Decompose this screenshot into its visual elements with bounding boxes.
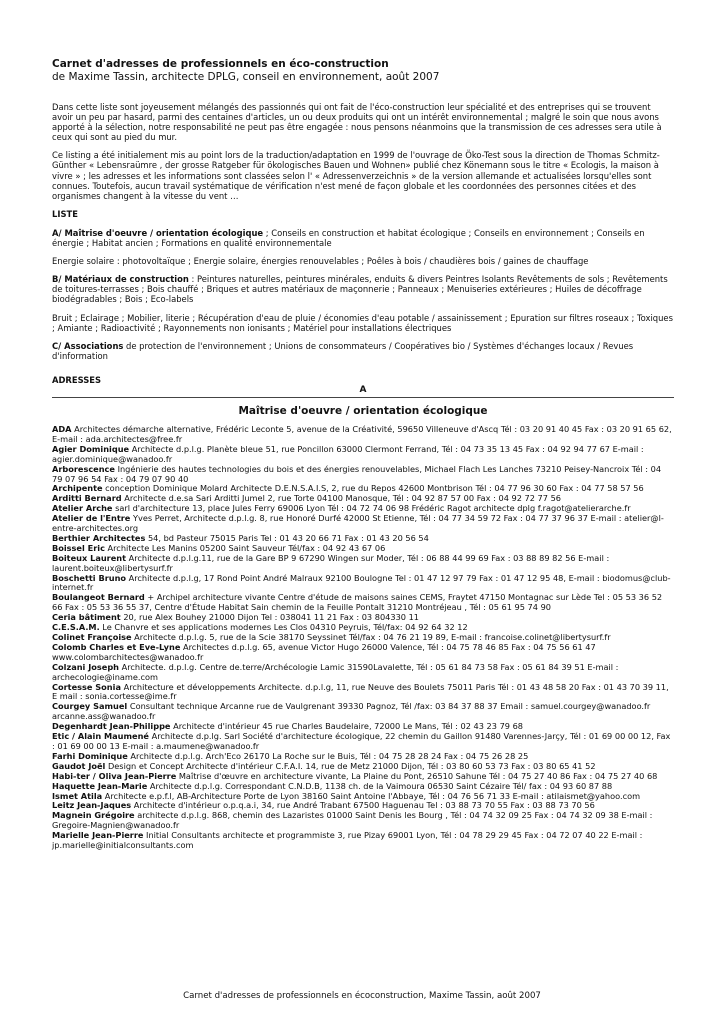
- entry-name: Cortesse Sonia: [52, 681, 121, 692]
- adresses-heading: ADRESSES: [52, 374, 102, 385]
- category-misc: Bruit ; Eclairage ; Mobilier, literie ; Récupération d'eau de pluie / économies d'eau potable / assainissement ; Epuration sur filtres roseaux ; Toxiques ; Amiante ; Radioactivité ; Rayonnements non ionisants ; Matériel pour installations électriques: [52, 312, 673, 333]
- entry-name: Haquette Jean-Marie: [52, 780, 148, 791]
- address-entry: [52, 643, 674, 663]
- entry-details: sarl d'architecture 13, place Jules Ferry 69006 Lyon Tél : 04 72 74 06 98 Frédéric Ragot architecte dplg f.ragot@atelierarche.fr: [112, 503, 631, 514]
- entry-details: Architecte d.p.l.g. Arch'Eco 26170 La Roche sur le Buis, Tél : 04 75 28 28 24 Fax : 04 75 26 28 25: [127, 750, 529, 761]
- entry-details: + Archipel architecture vivante Centre d'étude de maisons saines CEMS, Fraytet 47150 Montagnac sur Lède Tel : 05 53 36 52 66 Fax : 05 53 36 55 37, Centre d'Étude Habitat Sain chemin de la Feuille Pontalt 31210 Montréjeau , Tél : 05 61 95 74 90: [52, 592, 663, 613]
- document-title: Carnet d'adresses de professionnels en éco-construction: [52, 58, 389, 70]
- entry-details: Architecte e.p.f.l, AB-Architecture Porte de Lyon 38160 Saint Antoine l'Abbaye, Tél : 04 76 56 71 33 E-mail : atilaismet@yahoo.com: [102, 790, 641, 801]
- address-entry: [52, 831, 674, 851]
- entry-name: Degenhardt Jean-Philippe: [52, 721, 171, 732]
- entry-name: Leitz Jean-Jaques: [52, 800, 132, 811]
- divider: [52, 397, 674, 398]
- address-entry: [52, 445, 674, 465]
- category-c-text: de protection de l'environnement ; Unions de consommateurs / Coopératives bio / Systèmes d'échanges locaux / Revues d'information: [52, 340, 634, 361]
- category-b-label: B/ Matériaux de construction: [52, 274, 189, 285]
- category-a-label: A/ Maîtrise d'oeuvre / orientation écologique: [52, 227, 264, 238]
- category-b-text: : Peintures naturelles, peintures minérales, enduits & divers Peintres Isolants Revêtements de sols ; Revêtements de toitures-terrasses ; Bois chauffé ; Briques et autres matériaux de maçonnerie ; Panneaux ; Menuiseries extérieures ; Huiles de décoffrage biodégradables ; Bois ; Eco-labels: [52, 274, 668, 305]
- entry-details: 20, rue Alex Bouhey 21000 Dijon Tel : 038041 11 21 Fax : 03 804330 11: [120, 612, 420, 623]
- entry-details: Maîtrise d'œuvre en architecture vivante, La Plaine du Pont, 26510 Sahune Tél : 04 75 27 40 86 Fax : 04 75 27 40 68: [176, 770, 658, 781]
- entry-name: Boschetti Bruno: [52, 572, 127, 583]
- entry-details: Architecte Les Manins 05200 Saint Sauveur Tél/fax : 04 92 43 67 06: [104, 542, 386, 553]
- entry-details: 54, bd Pasteur 75015 Paris Tel : 01 43 20 66 71 Fax : 01 43 20 56 54: [145, 532, 429, 543]
- entry-details: Le Chanvre et ses applications modernes Les Clos 04310 Peyruis, Tél/fax: 04 92 64 32 12: [99, 622, 468, 633]
- entry-details: Architecte d.p.l.g. Correspondant C.N.D.B, 1138 ch. de la Vaimoura 06530 Saint Cézaire Tél/ fax : 04 93 60 87 88: [147, 780, 613, 791]
- entry-name: Boissel Eric: [52, 542, 105, 553]
- document-page: [52, 58, 674, 851]
- entry-name: Colinet Françoise: [52, 632, 132, 642]
- address-entry: [52, 593, 674, 613]
- entry-name: Atelier Arche: [52, 503, 113, 514]
- intro-paragraph: Dans cette liste sont joyeusement mélangés des passionnés qui ont fait de l'éco-construction leur spécialité et des entreprises qui se trouvent avoir un peu par hasard, parmi des centaines d'articles, un ou deux produits qui ont un intérêt environnemental ; malgré le soin que nous avons apporté à la sélection, notre responsabilité ne peut pas être engagée : nous pensons néanmoins que la transmission de ces adresses sera utile à ceux qui sont au pied du mur.: [52, 102, 662, 143]
- entry-details: Architecte d.p.l.g. 5, rue de la Scie 38170 Seyssinet Tél/fax : 04 76 21 19 89, E-mail : francoise.colinet@libertysurf.fr: [131, 632, 611, 642]
- entry-name: Colzani Joseph: [52, 661, 120, 672]
- address-list: [52, 425, 674, 851]
- entry-details: Architectes démarche alternative, Frédéric Leconte 5, avenue de la Créativité, 59650 Villeneuve d'Ascq Tél : 03 20 91 40 45 Fax : 03 20 91 65 62, E-mail : ada.architectes@free.fr: [52, 423, 672, 444]
- address-entry: [52, 702, 674, 722]
- entry-details: Yves Perret, Architecte d.p.l.g. 8, rue Honoré Durfé 42000 St Etienne, Tél : 04 77 34 59 72 Fax : 04 77 37 96 37 E-mail : atelier@l-entre-architectes.org: [52, 513, 664, 534]
- entry-details: Architecte d.p.l.g. Planète bleue 51, rue Poncillon 63000 Clermont Ferrand, Tél : 04 73 35 13 45 Fax : 04 92 94 77 67 E-mail : agier.dominique@wanadoo.fr: [52, 443, 644, 464]
- entry-name: C.E.S.A.M.: [52, 622, 100, 633]
- address-entry: [52, 574, 674, 594]
- address-entry: [52, 732, 674, 752]
- entry-name: Magnein Grégoire: [52, 810, 135, 821]
- entry-name: Atelier de l'Entre: [52, 513, 131, 524]
- entry-name: Marielle Jean-Pierre: [52, 830, 144, 841]
- address-entry: [52, 425, 674, 445]
- entry-name: Arborescence: [52, 463, 115, 474]
- entry-details: Architecte d'intérieur 45 rue Charles Baudelaire, 72000 Le Mans, Tél : 02 43 23 79 68: [170, 721, 524, 732]
- address-entry: [52, 514, 674, 534]
- entry-details: Design et Concept Architecte d'intérieur C.F.A.I. 14, rue de Metz 21000 Dijon, Tél : 03 80 60 53 73 Fax : 03 80 65 41 52: [105, 760, 596, 771]
- address-entry: [52, 663, 674, 683]
- liste-heading: LISTE: [52, 208, 78, 219]
- entry-details: architecte d.p.l.g. 868, chemin des Lazaristes 01000 Saint Denis les Bourg , Tél : 04 74 32 09 25 Fax : 04 74 32 09 38 E-mail : Gregoire-Magnien@wanadoo.fr: [52, 810, 653, 831]
- category-c-label: C/ Associations: [52, 340, 124, 351]
- entry-details: Architectes d.p.l.g. 65, avenue Victor Hugo 26000 Valence, Tél : 04 75 78 46 85 Fax : 04 75 56 61 47 www.colombarchitectes@wanadoo.fr: [52, 641, 596, 662]
- document-subtitle: de Maxime Tassin, architecte DPLG, conseil en environnement, août 2007: [52, 71, 440, 83]
- address-entry: [52, 811, 674, 831]
- entry-name: ADA: [52, 423, 72, 434]
- address-entry: [52, 465, 674, 485]
- entry-details: Architecte d.p.lg. Sarl Société d'architecture écologique, 22 chemin du Gaillon 91480 Varennes-Jarçy, Tél : 01 69 00 00 12, Fax : 01 69 00 00 13 E-mail : a.maumene@wanadoo.fr: [52, 731, 671, 751]
- entry-details: Initial Consultants architecte et programmiste 3, rue Pizay 69001 Lyon, Tél : 04 78 29 29 45 Fax : 04 72 07 40 22 E-mail : jp.marielle@initialconsultants.com: [52, 830, 643, 851]
- category-a: [52, 228, 674, 248]
- entry-name: Boulangeot Bernard: [52, 592, 145, 603]
- entry-name: Etic / Alain Maumené: [52, 731, 149, 742]
- entry-name: Berthier Architectes: [52, 532, 146, 543]
- address-entry: [52, 683, 674, 703]
- intro-paragraph: Ce listing a été initialement mis au point lors de la traduction/adaptation en 1999 de l'ouvrage de Öko-Test sous la direction de Thomas Schmitz-Günther « Lebensraümre , der grosse Ratgeber für ökologisches Bauen und Wohnen» publié chez Könemann sous le titre « Ecologis, la maison à vivre » ; les adresses et les informations sont classées selon l' « Adressenverzeichnis » de la version allemande et actualisées lorsqu'elles sont connues. Toutefois, aucun travail systématique de vérification n'est mené de façon globale et les coordonnées des personnes citées et des organismes changent à la vitesse du vent …: [52, 150, 660, 201]
- entry-name: Boiteux Laurent: [52, 552, 127, 563]
- entry-name: Farhi Dominique: [52, 750, 128, 761]
- entry-name: Habi-ter / Oliva Jean-Pierre: [52, 770, 177, 781]
- entry-details: Architecte d.p.l.g, 17 Rond Point André Malraux 92100 Boulogne Tel : 01 47 12 97 79 Fax : 01 47 12 95 48, E-mail : biodomus@club-internet.fr: [52, 572, 671, 593]
- entry-name: Courgey Samuel: [52, 701, 128, 712]
- category-b: [52, 274, 674, 304]
- section-title: Maîtrise d'oeuvre / orientation écologique: [238, 404, 488, 417]
- entry-details: Architecte d.p.l.g.11, rue de la Gare BP 9 67290 Wingen sur Moder, Tél : 06 88 44 99 69 Fax : 03 88 89 82 56 E-mail : laurent.boiteux@libertysurf.fr: [52, 552, 610, 573]
- address-entry: [52, 554, 674, 574]
- entry-details: Architecte. d.p.l.g. Centre de.terre/Archécologie Lamic 31590Lavalette, Tél : 05 61 84 73 58 Fax : 05 61 84 39 51 E-mail : archecologie@iname.com: [52, 661, 619, 682]
- entry-name: Agier Dominique: [52, 443, 130, 454]
- entry-name: Gaudot Joël: [52, 760, 106, 771]
- page-footer: Carnet d'adresses de professionnels en écoconstruction, Maxime Tassin, août 2007: [183, 991, 541, 1001]
- entry-details: Consultant technique Arcanne rue de Vaulgrenant 39330 Pagnoz, Tél /fax: 03 84 37 88 37 Email : samuel.courgey@wanadoo.fr arcanne.ass@wanadoo.fr: [52, 701, 651, 722]
- entry-name: Archipente: [52, 483, 103, 494]
- entry-name: Arditti Bernard: [52, 493, 122, 504]
- category-a-text: ; Conseils en construction et habitat écologique ; Conseils en environnement ; Conseils en énergie ; Habitat ancien ; Formations en qualité environnementale: [52, 227, 645, 249]
- category-energy: Energie solaire : photovoltaïque ; Energie solaire, énergies renouvelables ; Poêles à bois / chaudières bois / gaines de chauffage: [52, 256, 589, 267]
- entry-details: Architecte d.e.sa Sari Arditti Jumel 2, rue Torte 04100 Manosque, Tél : 04 92 87 57 00 Fax : 04 92 72 77 56: [121, 493, 561, 504]
- entry-details: Architecture et développements Architecte. d.p.l.g, 11, rue Neuve des Boulets 75011 Paris Tél : 01 43 48 58 20 Fax : 01 43 70 39 11, E mail : sonia.cortesse@ime.fr: [52, 681, 669, 702]
- entry-name: Colomb Charles et Eve-Lyne: [52, 641, 181, 652]
- entry-name: Ceria bâtiment: [52, 612, 121, 623]
- entry-details: Ingénierie des hautes technologies du bois et des énergies renouvelables, Michael Flach Les Lanches 73210 Peisey-Nancroix Tél : 04 79 07 96 54 Fax : 04 79 07 90 40: [52, 463, 662, 484]
- entry-details: Architecte d'intérieur o.p.q.a.i, 34, rue André Trabant 67500 Haguenau Tel : 03 88 73 70 55 Fax : 03 88 73 70 56: [131, 800, 595, 811]
- entry-name: Ismet Atila: [52, 790, 103, 801]
- entry-details: conception Dominique Molard Architecte D.E.N.S.A.I.S, 2, rue du Repos 42600 Montbrison Tél : 04 77 96 30 60 Fax : 04 77 58 57 56: [102, 483, 644, 494]
- category-c: [52, 341, 674, 361]
- section-letter: A: [359, 384, 367, 395]
